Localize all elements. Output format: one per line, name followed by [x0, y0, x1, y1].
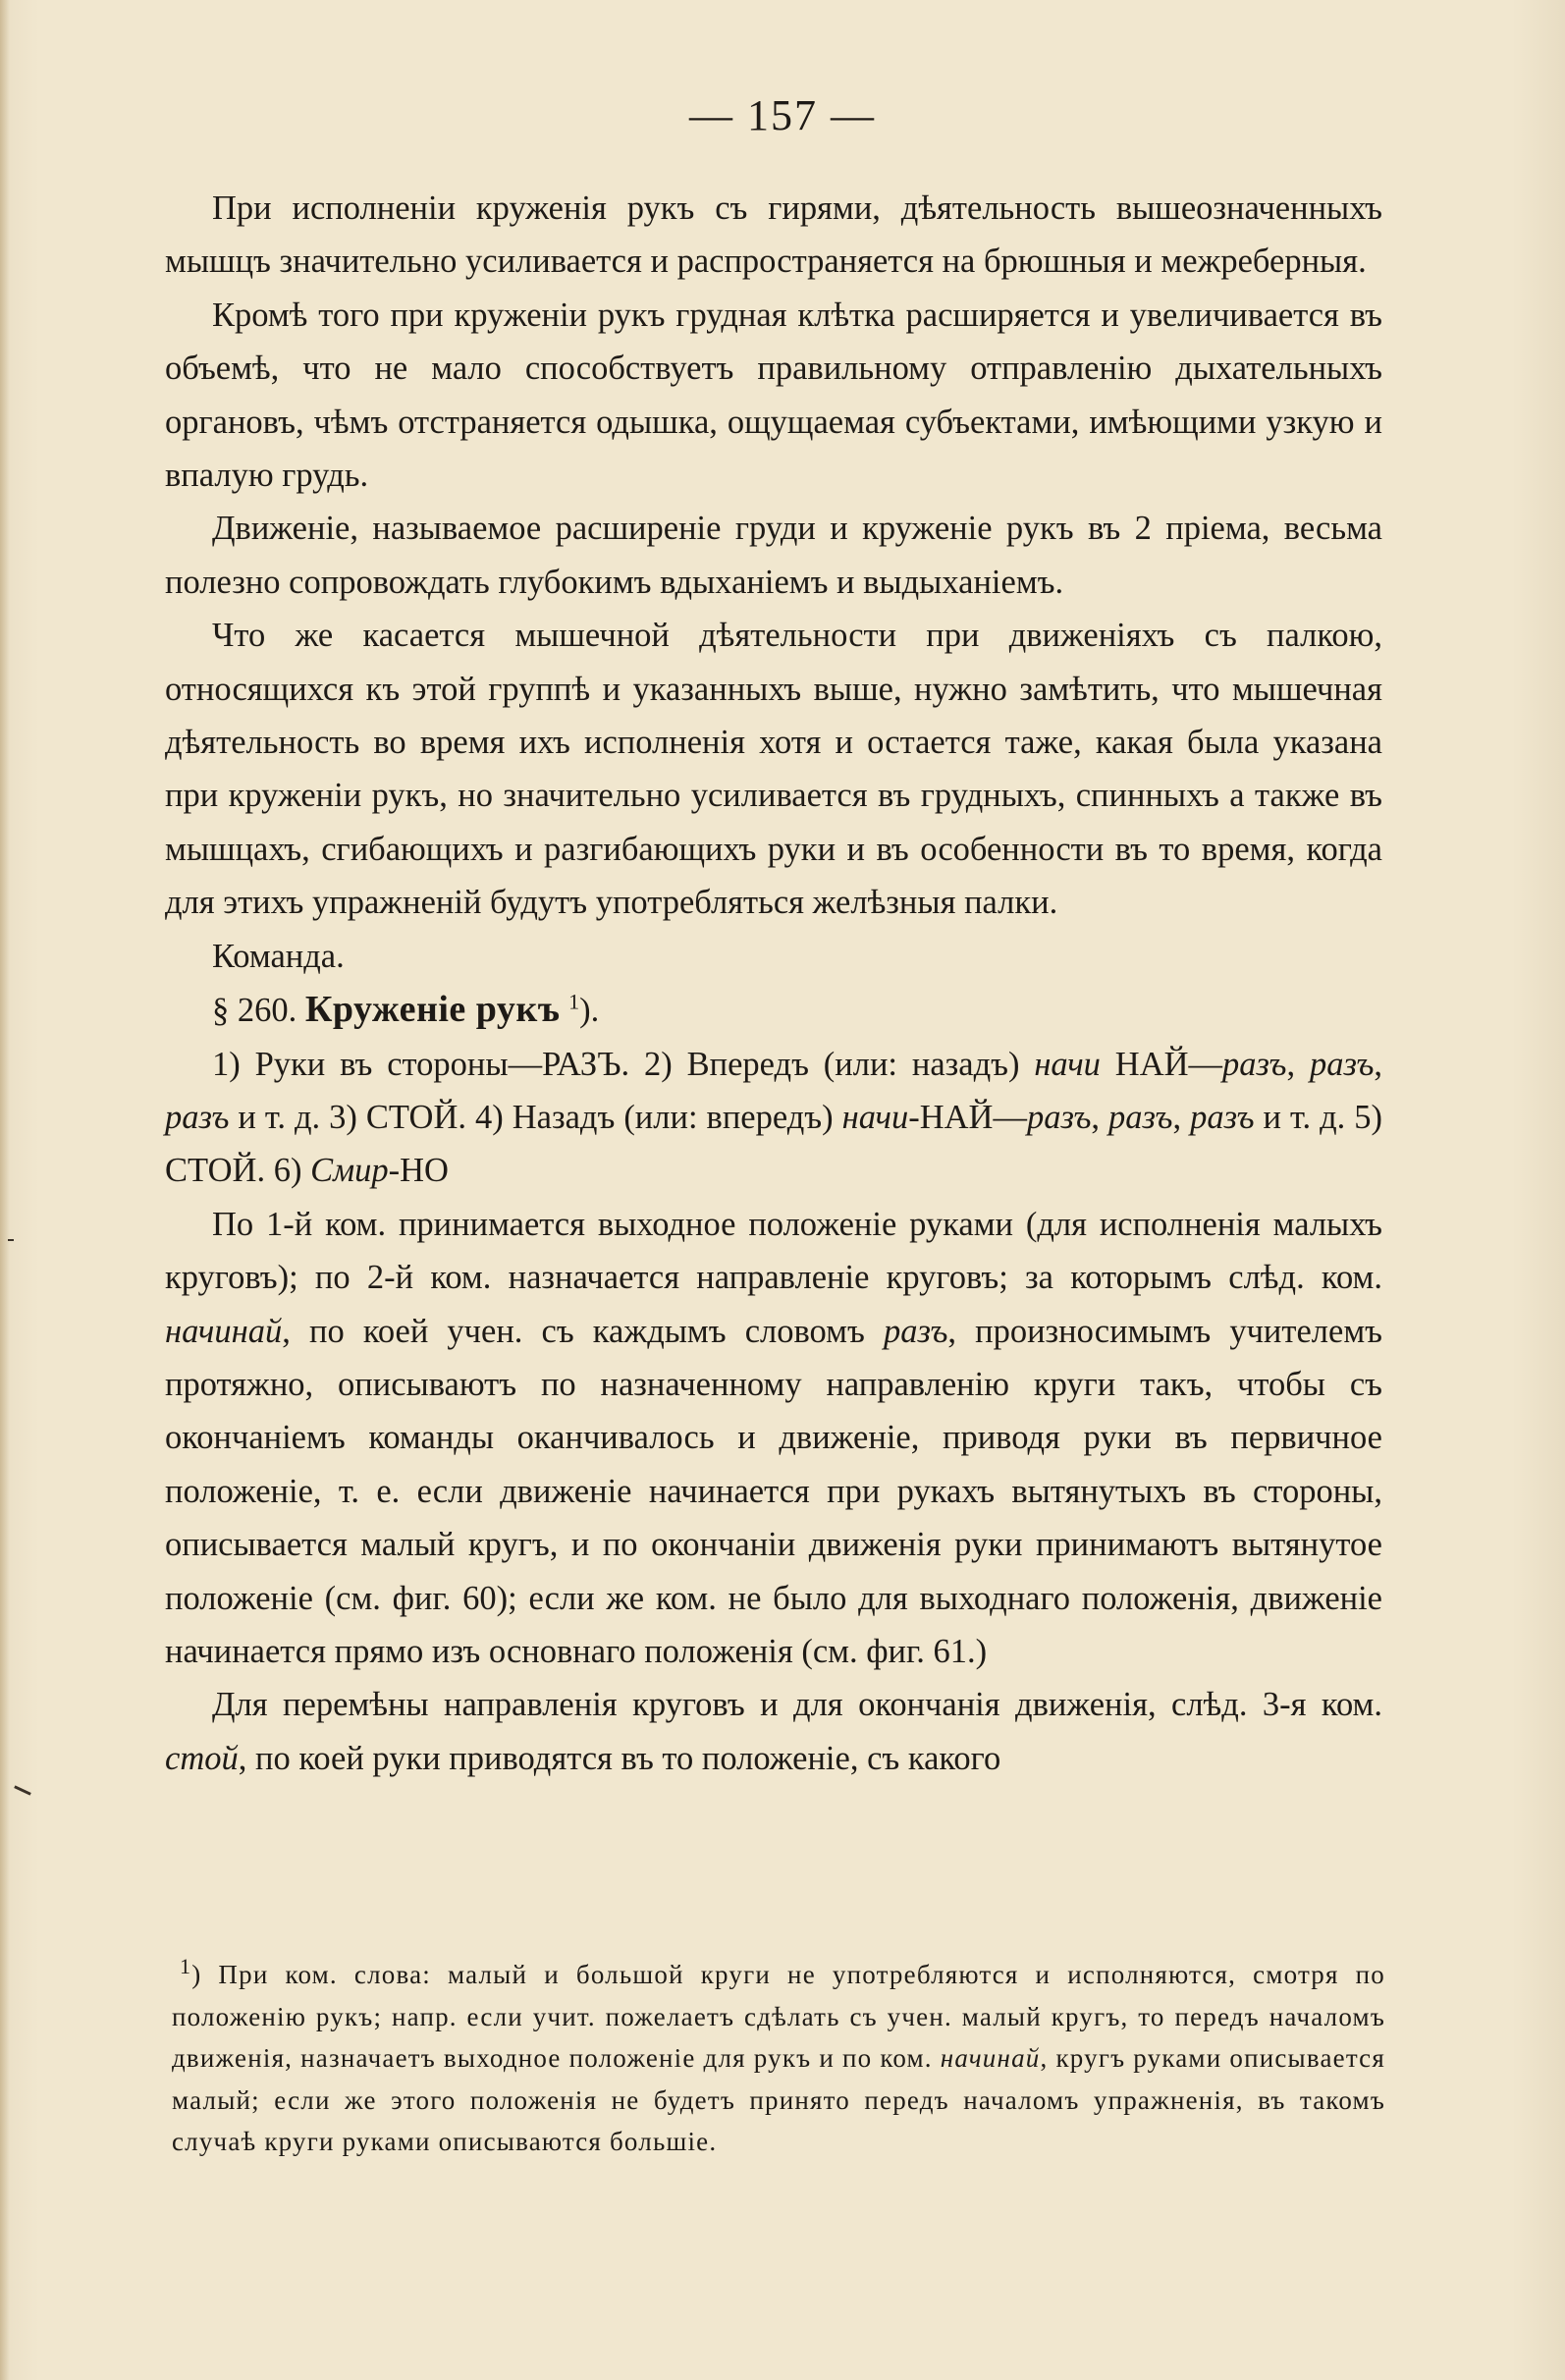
- last-paragraph: [165, 1678, 1382, 1785]
- expl-italic: разъ: [883, 1312, 948, 1350]
- section-heading: [165, 983, 1382, 1037]
- cmd-text: и т. д. 3) СТОЙ. 4) Назадъ (или: впередъ): [229, 1098, 842, 1136]
- expl-text: По 1-й ком. принимается выходное положеніе руками (для исполненія малыхъ круговъ); по 2-й ком. назначается направленіе круговъ; за которымъ слѣд. ком.: [165, 1205, 1382, 1297]
- explanation-paragraph: [165, 1198, 1382, 1679]
- expl-italic: начинай: [165, 1312, 283, 1350]
- cmd-italic: разъ: [1108, 1098, 1173, 1136]
- expl-text: , по коей учен. съ каждымъ словомъ: [282, 1312, 884, 1350]
- cmd-italic: Смир: [310, 1152, 389, 1190]
- expl-text: , произносимымъ учителемъ протяжно, описываютъ по назначенному направленію круги такъ, чтобы съ окончаніемъ команды оканчивалось и движеніе, приводя руки въ первичное положеніе, т. е. если движеніе начинается при рукахъ вытянутыхъ въ стороны, описывается малый кругъ, и по окончаніи движенія руки принимаютъ вытянутое положеніе (см. фиг. 60); если же ком. не было для выходнаго положенія, движеніе начинается прямо изъ основнаго положенія (см. фиг. 61.): [165, 1312, 1382, 1670]
- cmd-italic: разъ: [165, 1098, 230, 1136]
- last-text: , по коей руки приводятся въ то положеніе, съ какого: [238, 1739, 1001, 1777]
- cmd-text: 1) Руки въ стороны—РАЗЪ. 2) Впередъ (или: назадъ): [212, 1045, 1035, 1083]
- footnote-text: , кругъ руками описывается малый; если же этого положенія не будетъ принято передъ началомъ упражненія, въ такомъ случаѣ круги руками описываются большіе.: [172, 2043, 1385, 2156]
- section-number: § 260.: [212, 992, 297, 1030]
- section-footnote-mark[interactable]: 1: [568, 989, 580, 1014]
- paragraph-2: Кромѣ того при круженіи рукъ грудная клѣтка расширяется и увеличивается въ объемѣ, что не мало способствуетъ правильному отправленію дыхательныхъ органовъ, чѣмъ отстраняется одышка, ощущаемая субъектами, имѣющими узкую и впалую грудь.: [165, 296, 1382, 495]
- paragraph-1: При исполненіи круженія рукъ съ гирями, дѣятельность вышеозначенныхъ мышцъ значительно усиливается и распространяется на брюшныя и межреберныя.: [165, 189, 1382, 281]
- margin-mark: [8, 1239, 14, 1241]
- footnote-1: [172, 1954, 1385, 2163]
- section-title: Круженіе рукъ: [304, 989, 561, 1031]
- cmd-italic: разъ: [1026, 1098, 1092, 1136]
- paragraph-3: Движеніе, называемое расширеніе груди и круженіе рукъ въ 2 пріема, весьма полезно сопровождать глубокимъ вдыханіемъ и выдыханіемъ.: [165, 510, 1382, 601]
- cmd-italic: начи: [1034, 1045, 1101, 1083]
- page-left-edge: [0, 0, 10, 2380]
- cmd-italic: разъ: [1309, 1045, 1375, 1083]
- commands-paragraph: [165, 1038, 1382, 1198]
- footnote-text: ) При ком. слова: малый и большой круги не употребляются и исполняются, смотря по положенію рукъ; напр. если учит. пожелаетъ сдѣлать съ учен. малый кругъ, то передъ началомъ движенія, назначаетъ выходное положеніе для рукъ и по ком.: [172, 1960, 1385, 2073]
- paragraph-5: Команда.: [212, 937, 345, 975]
- cmd-text: -НАЙ—: [908, 1098, 1027, 1136]
- footnote-mark: 1: [180, 1954, 192, 1978]
- cmd-italic: разъ: [1190, 1098, 1255, 1136]
- cmd-text: НАЙ—: [1100, 1045, 1223, 1083]
- section-heading-closing: ).: [579, 992, 600, 1030]
- cmd-text: ,: [1374, 1045, 1382, 1083]
- footnote-block: [172, 1954, 1385, 2163]
- footnote-italic: начинай: [940, 2043, 1041, 2073]
- last-italic: стой: [165, 1739, 239, 1777]
- page-number: — 157 —: [689, 91, 876, 139]
- last-text: Для перемѣны направленія круговъ и для окончанія движенія, слѣд. 3-я ком.: [212, 1686, 1382, 1724]
- cmd-text: ,: [1286, 1045, 1310, 1083]
- margin-mark: [14, 1785, 31, 1795]
- cmd-text: ,: [1172, 1098, 1191, 1136]
- paragraph-4: Что же касается мышечной дѣятельности при движеніяхъ съ палкою, относящихся къ этой группѣ и указанныхъ выше, нужно замѣтить, что мышечная дѣятельность во время ихъ исполненія хотя и остается таже, какая была указана при круженіи рукъ, но значительно усиливается въ грудныхъ, спинныхъ а также въ мышцахъ, сгибающихъ и разгибающихъ руки и въ особенности въ то время, когда для этихъ упражненій будутъ употребляться желѣзныя палки.: [165, 617, 1382, 922]
- cmd-text: -НО: [388, 1152, 449, 1190]
- cmd-text: ,: [1091, 1098, 1109, 1136]
- main-text: [165, 182, 1382, 1785]
- cmd-text: и т. д. 5) СТОЙ. 6): [165, 1098, 1383, 1190]
- cmd-italic: начи: [841, 1098, 909, 1136]
- cmd-italic: разъ: [1222, 1045, 1287, 1083]
